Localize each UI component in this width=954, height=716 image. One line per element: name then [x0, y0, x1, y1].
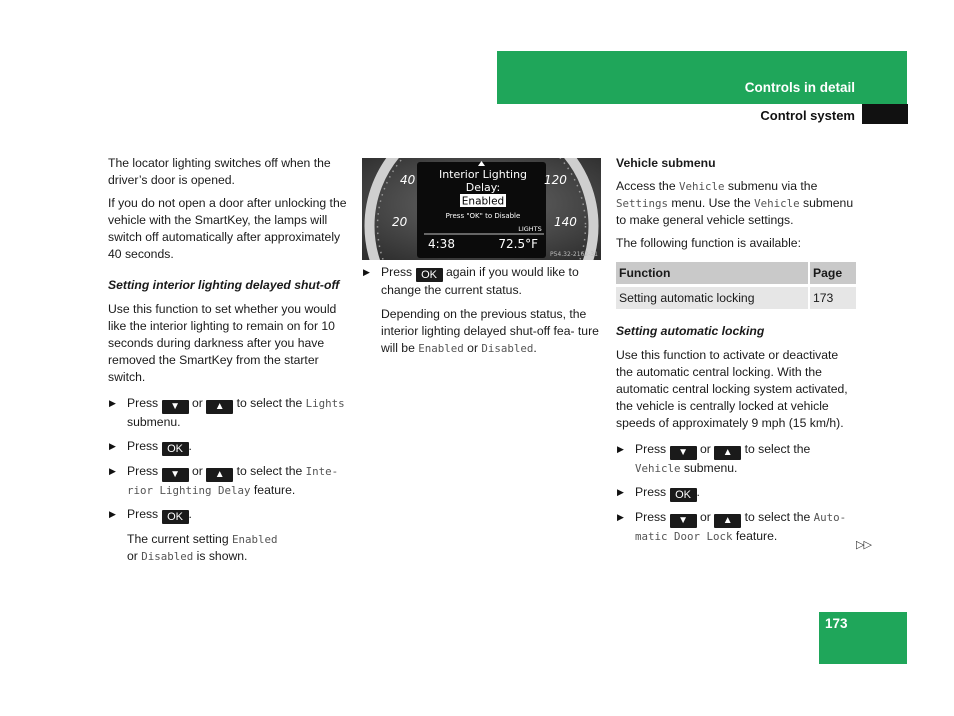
ok-key-icon: OK — [162, 510, 189, 524]
subheading: Setting automatic locking — [616, 324, 765, 338]
up-arrow-key-icon: ▲ — [206, 400, 233, 414]
speed-label: 20 — [392, 215, 408, 229]
table-cell: 173 — [809, 286, 856, 310]
subheading: Setting interior lighting delayed shut-off — [108, 278, 340, 292]
instruction-step: ▶ Press ▼ or ▲ to select the Inte- rior Lighting Delay feature. — [109, 464, 339, 497]
result-note: The current setting Enabled or Disabled is shown. — [127, 532, 278, 563]
speed-label: 140 — [554, 215, 577, 229]
bullet-icon: ▶ — [109, 466, 116, 476]
instruction-step: ▶ Press OK again if you would like to change the current status. — [363, 265, 579, 297]
paragraph: The locator lighting switches off when the driver’s door is opened. — [108, 156, 331, 187]
up-arrow-key-icon: ▲ — [714, 446, 741, 460]
bullet-icon: ▶ — [109, 509, 116, 519]
instruction-step: ▶ Press ▼ or ▲ to select the Auto- matic Door Lock feature. — [617, 510, 847, 543]
page-number: 173 — [825, 616, 848, 631]
display-title-line1: Interior Lighting — [438, 168, 528, 181]
down-arrow-key-icon: ▼ — [670, 514, 697, 528]
menu-name: Vehicle — [635, 462, 681, 475]
instruction-step: ▶ Press ▼ or ▲ to select the Lights submenu. — [109, 396, 345, 429]
speed-label: 40 — [400, 173, 416, 187]
display-mode: LIGHTS — [518, 225, 542, 233]
down-arrow-key-icon: ▼ — [670, 446, 697, 460]
section-title: Controls in detail — [744, 80, 855, 95]
table-header-row — [616, 262, 856, 286]
down-arrow-key-icon: ▼ — [162, 400, 189, 414]
display-time: 4:38 — [428, 237, 455, 251]
paragraph: Access the Vehicle submenu via the Settings menu. Use the Vehicle submenu to make general vehicle settings. — [616, 179, 854, 227]
instruction-step: ▶ Press ▼ or ▲ to select the Vehicle submenu. — [617, 442, 811, 475]
column-middle — [362, 264, 602, 357]
bullet-icon: ▶ — [617, 487, 624, 497]
paragraph: Use this function to set whether you would like the interior lighting to remain on for 10 seconds during darkness after you have removed the SmartKey from the starter switch. — [108, 302, 337, 384]
paragraph: Use this function to activate or deactivate the automatic central locking. With the automatic central locking system activated, the vehicle is centrally locked at vehicle speeds of approximately 9 mph (15 km/h). — [616, 348, 848, 430]
bullet-icon: ▶ — [109, 398, 116, 408]
continued-icon: ▷▷ — [856, 539, 871, 551]
paragraph: The following function is available: — [616, 236, 801, 250]
instruction-step: ▶ Press OK . — [617, 485, 700, 501]
function-table — [616, 262, 856, 309]
up-arrow-key-icon: ▲ — [714, 514, 741, 528]
section-heading: Vehicle submenu — [616, 156, 716, 170]
up-arrow-key-icon: ▲ — [206, 468, 233, 482]
bullet-icon: ▶ — [363, 267, 370, 277]
instrument-cluster-illustration — [362, 158, 601, 260]
image-reference: P54.32-2162-31 — [549, 251, 598, 258]
display-hint: Press "OK" to Disable — [445, 212, 521, 220]
table-row — [616, 286, 856, 310]
column-right — [616, 155, 856, 552]
instruction-step: ▶ Press OK . — [109, 439, 192, 455]
ok-key-icon: OK — [670, 488, 697, 502]
menu-name: Inte- — [305, 465, 339, 478]
ok-key-icon: OK — [416, 268, 443, 282]
ok-key-icon: OK — [162, 442, 189, 456]
speed-label: 120 — [544, 173, 567, 187]
instruction-step: ▶ Press OK . — [109, 507, 192, 523]
menu-name: Lights — [305, 397, 345, 410]
menu-name: rior Lighting Delay — [127, 484, 251, 497]
display-value: Enabled — [461, 195, 505, 208]
display-title-line2: Delay: — [465, 181, 501, 194]
column-left — [108, 155, 348, 572]
bullet-icon: ▶ — [109, 441, 116, 451]
bullet-icon: ▶ — [617, 512, 624, 522]
menu-name: Auto- — [813, 511, 847, 524]
menu-name: matic Door Lock — [635, 530, 733, 543]
paragraph: If you do not open a door after unlocking the vehicle with the SmartKey, the lamps will switch off automatically after approximately 40 seconds. — [108, 196, 347, 261]
bullet-icon: ▶ — [617, 444, 624, 454]
table-cell: Setting automatic locking — [616, 286, 809, 310]
paragraph: Depending on the previous status, the interior lighting delayed shut-off fea- ture will be Enabled or Disabled. — [381, 307, 599, 355]
table-header-function: Function — [616, 262, 809, 286]
down-arrow-key-icon: ▼ — [162, 468, 189, 482]
table-header-page: Page — [809, 262, 856, 286]
header-tab-marker — [862, 104, 908, 124]
display-temperature: 72.5°F — [498, 237, 538, 251]
section-subtitle: Control system — [760, 108, 855, 123]
